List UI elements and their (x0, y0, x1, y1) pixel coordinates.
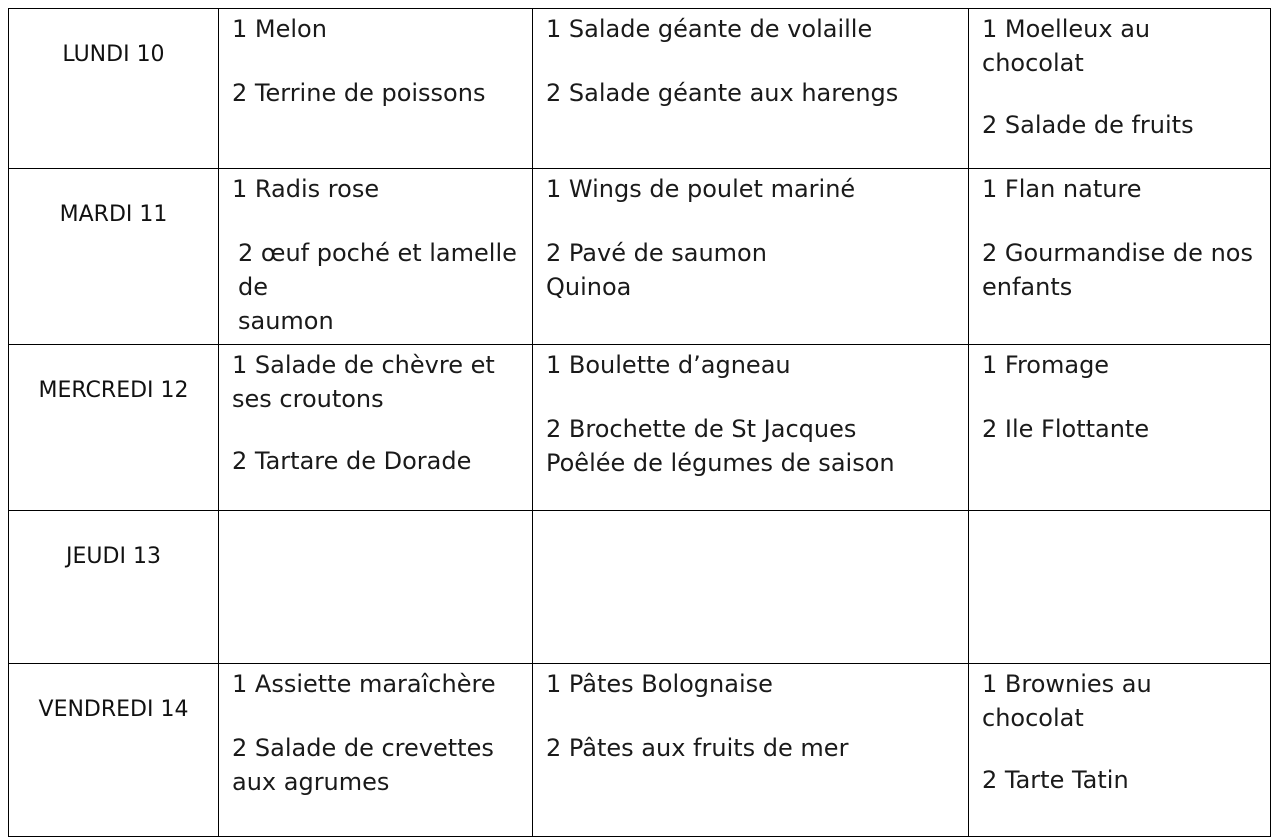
day-label: MARDI 11 (59, 202, 168, 227)
day-cell (9, 345, 219, 511)
day-cell (9, 169, 219, 345)
dish-item: 1 Pâtes Bolognaise (546, 670, 773, 698)
table-row-wednesday (9, 345, 1271, 511)
weekly-menu-table (8, 8, 1271, 837)
dish-item: 1 Melon (232, 15, 327, 43)
main-cell (533, 345, 969, 511)
dish-item: 2 Brochette de St Jacques Poêlée de légumes de saison (546, 415, 895, 477)
dish-item: 2 Pavé de saumon Quinoa (546, 239, 767, 301)
dish-item: 1 Radis rose (232, 175, 380, 203)
main-cell (533, 9, 969, 169)
day-label: MERCREDI 12 (38, 378, 189, 403)
starter-cell (219, 169, 533, 345)
dish-item: 2 Tartare de Dorade (232, 447, 472, 475)
dish-item: 2 Salade de crevettes aux agrumes (232, 734, 494, 796)
dish-item: 2 Salade de fruits (982, 111, 1194, 139)
starter-cell (219, 511, 533, 664)
dish-item: 2 Gourmandise de nos enfants (982, 239, 1253, 301)
dish-item: 2 Ile Flottante (982, 415, 1150, 443)
dish-item: 1 Flan nature (982, 175, 1142, 203)
dessert-cell (969, 9, 1271, 169)
dish-item: 1 Assiette maraîchère (232, 670, 496, 698)
day-label: VENDREDI 14 (38, 697, 189, 722)
table-row-monday (9, 9, 1271, 169)
dish-item: 2 Salade géante aux harengs (546, 79, 899, 107)
dish-item: 2 Terrine de poissons (232, 79, 486, 107)
table-row-thursday (9, 511, 1271, 664)
dessert-cell (969, 345, 1271, 511)
dish-item: 1 Boulette d’agneau (546, 351, 791, 379)
dessert-cell (969, 664, 1271, 837)
dish-item: 2 œuf poché et lamelle de saumon (238, 239, 517, 335)
dish-item: 1 Salade géante de volaille (546, 15, 873, 43)
dish-item: 1 Moelleux au chocolat (982, 15, 1151, 77)
dish-item: 1 Wings de poulet mariné (546, 175, 856, 203)
day-cell (9, 9, 219, 169)
main-cell (533, 169, 969, 345)
starter-cell (219, 9, 533, 169)
dessert-cell (969, 511, 1271, 664)
dish-item: 1 Brownies au chocolat (982, 670, 1152, 732)
table-row-tuesday (9, 169, 1271, 345)
dish-item: 1 Salade de chèvre et ses croutons (232, 351, 495, 413)
dish-item: 2 Pâtes aux fruits de mer (546, 734, 849, 762)
day-label: JEUDI 13 (66, 544, 161, 569)
day-cell (9, 511, 219, 664)
main-cell (533, 664, 969, 837)
table-row-friday (9, 664, 1271, 837)
starter-cell (219, 345, 533, 511)
dish-item: 2 Tarte Tatin (982, 766, 1129, 794)
dish-item: 1 Fromage (982, 351, 1110, 379)
main-cell (533, 511, 969, 664)
dessert-cell (969, 169, 1271, 345)
day-label: LUNDI 10 (62, 42, 165, 67)
day-cell (9, 664, 219, 837)
starter-cell (219, 664, 533, 837)
